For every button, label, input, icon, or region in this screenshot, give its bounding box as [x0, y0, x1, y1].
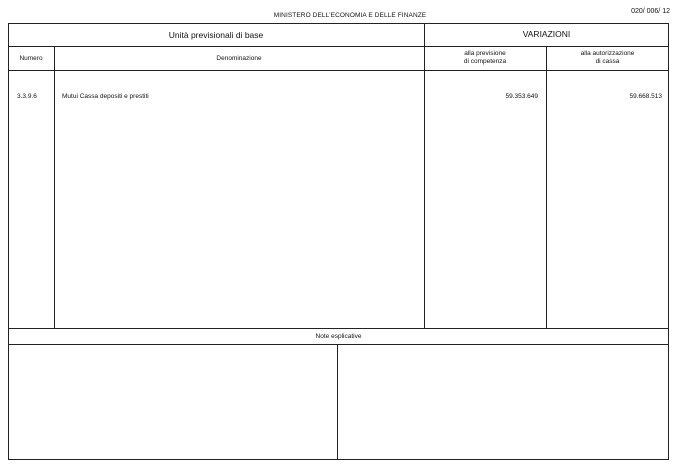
group-header-variazioni: VARIAZIONI: [522, 29, 571, 39]
column-header-divider: [8, 70, 669, 71]
group-divider: [424, 23, 425, 328]
notes-right-box: [338, 345, 668, 459]
column-header-numero: Numero: [19, 55, 43, 62]
group-header-upb: Unità previsionali di base: [168, 30, 264, 40]
column-header-denominazione: Denominazione: [216, 55, 262, 62]
group-header-divider: [8, 46, 669, 47]
numero-column-divider: [54, 46, 55, 328]
notes-title: Note esplicative: [315, 333, 362, 340]
competenza-column-divider: [546, 46, 547, 328]
row-cassa: 59.668.513: [629, 93, 662, 100]
notes-left-box: [9, 345, 337, 459]
row-denominazione: Mutui Cassa depositi e prestiti: [62, 93, 149, 100]
ministry-title: MINISTERO DELL'ECONOMIA E DELLE FINANZE: [273, 12, 427, 19]
body-bottom-divider: [8, 328, 669, 329]
column-header-cassa: alla autorizzazione di cassa: [580, 50, 635, 65]
column-header-competenza: alla previsione di competenza: [463, 50, 507, 65]
document-code: 020/ 006/ 12: [631, 8, 670, 15]
row-numero: 3.3.9.6: [17, 93, 37, 100]
row-competenza: 59.353.649: [505, 93, 538, 100]
